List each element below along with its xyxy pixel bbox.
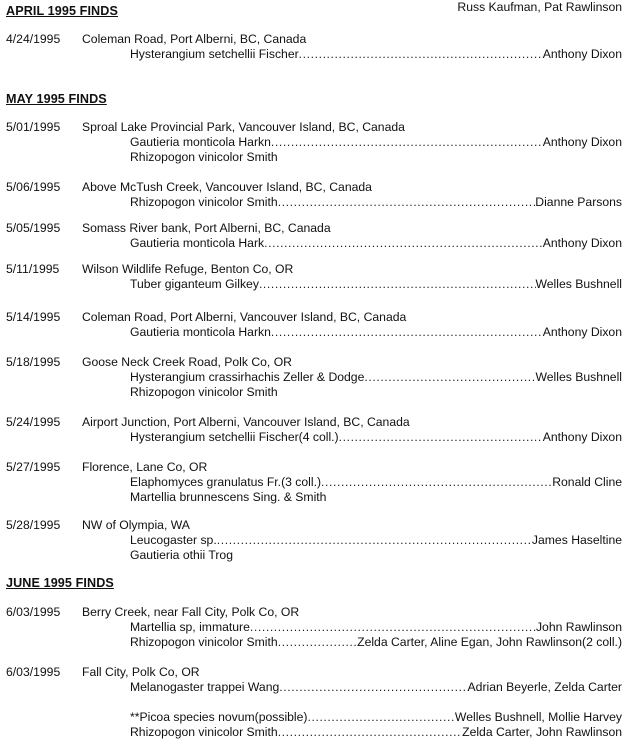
species-name: Gautieria othii Trog	[130, 548, 233, 562]
finder-name: Anthony Dixon	[542, 236, 622, 250]
finder-name: Anthony Dixon	[542, 325, 622, 339]
entry-date: 5/18/1995	[6, 355, 61, 369]
finder-name: Anthony Dixon	[542, 47, 622, 61]
find-row	[130, 490, 326, 505]
entry-date: 5/05/1995	[6, 221, 61, 235]
species-name: Hysterangium crassirhachis Zeller & Dodge	[130, 370, 365, 384]
entry-date: 5/01/1995	[6, 120, 61, 134]
dot-leader	[307, 710, 454, 725]
species-name: Leucogaster sp.	[130, 533, 217, 547]
entry-location: Somass River bank, Port Alberni, BC, Canada	[82, 221, 331, 235]
find-row	[130, 710, 622, 725]
find-row	[130, 47, 622, 62]
dot-leader	[217, 533, 532, 548]
entry-location: Berry Creek, near Fall City, Polk Co, OR	[82, 605, 300, 619]
species-name: Elaphomyces granulatus Fr.(3 coll.)	[130, 475, 322, 489]
finder-name: Anthony Dixon	[542, 135, 622, 149]
species-name: Rhizopogon vinicolor Smith	[130, 195, 278, 209]
find-row	[130, 385, 278, 400]
finder-name: Dianne Parsons	[535, 195, 622, 209]
species-name: Gautieria monticola Harkn	[130, 135, 271, 149]
dot-leader	[321, 475, 552, 490]
entry-location: Goose Neck Creek Road, Polk Co, OR	[82, 355, 292, 369]
species-name: Rhizopogon vinicolor Smith	[130, 150, 278, 164]
find-row	[130, 430, 622, 445]
dot-leader	[264, 236, 543, 251]
finder-name: Zelda Carter, John Rawlinson	[462, 725, 622, 739]
find-row	[130, 680, 622, 695]
species-name: Martellia brunnescens Sing. & Smith	[130, 490, 327, 504]
find-row	[130, 475, 622, 490]
finder-name: Welles Bushnell, Mollie Harvey	[454, 710, 622, 724]
finder-name: Adrian Beyerle, Zelda Carter	[467, 680, 622, 694]
species-name: Gautieria monticola Harkn	[130, 325, 271, 339]
dot-leader	[279, 680, 467, 695]
dot-leader	[278, 195, 536, 210]
section-heading: MAY 1995 FINDS	[6, 92, 107, 106]
find-row	[130, 236, 622, 251]
find-row	[130, 548, 233, 563]
dot-leader	[364, 370, 535, 385]
finder-name: James Haseltine	[531, 533, 622, 547]
section-heading: JUNE 1995 FINDS	[6, 576, 114, 590]
finder-name: John Rawlinson	[535, 620, 622, 634]
finder-name: Welles Bushnell	[535, 277, 622, 291]
dot-leader	[299, 47, 543, 62]
species-name: Rhizopogon vinicolor Smith	[130, 385, 278, 399]
find-row	[130, 195, 622, 210]
entry-location: Sproal Lake Provincial Park, Vancouver Island, BC, Canada	[82, 120, 405, 134]
finder-name: Zelda Carter, Aline Egan, John Rawlinson(2 coll.)	[357, 635, 622, 649]
entry-location: NW of Olympia, WA	[82, 518, 190, 532]
entry-date: 5/11/1995	[6, 262, 60, 276]
entry-date: 5/06/1995	[6, 180, 61, 194]
species-name: Martellia sp, immature	[130, 620, 250, 634]
species-name: Tuber giganteum Gilkey	[130, 277, 259, 291]
find-row	[130, 533, 622, 548]
entry-date: 5/24/1995	[6, 415, 61, 429]
entry-location: Florence, Lane Co, OR	[82, 460, 208, 474]
species-name: Hysterangium setchellii Fischer(4 coll.)	[130, 430, 339, 444]
finder-name: Anthony Dixon	[542, 430, 622, 444]
species-name: Rhizopogon vinicolor Smith	[130, 635, 278, 649]
find-row	[130, 635, 622, 650]
entry-date: 5/28/1995	[6, 518, 61, 532]
entry-date: 4/24/1995	[6, 32, 61, 46]
dot-leader	[271, 325, 543, 340]
find-row	[130, 135, 622, 150]
find-row	[130, 620, 622, 635]
find-row	[130, 325, 622, 340]
dot-leader	[250, 620, 536, 635]
dot-leader	[339, 430, 543, 445]
entry-location: Wilson Wildlife Refuge, Benton Co, OR	[82, 262, 294, 276]
find-row	[130, 725, 622, 740]
entry-location: Coleman Road, Port Alberni, BC, Canada	[82, 32, 307, 46]
entry-date: 6/03/1995	[6, 605, 61, 619]
finder-name: Ronald Cline	[552, 475, 622, 489]
find-row	[130, 277, 622, 292]
entry-location: Above McTush Creek, Vancouver Island, BC, Canada	[82, 180, 372, 194]
entry-location: Coleman Road, Port Alberni, Vancouver Island, BC, Canada	[82, 310, 407, 324]
find-row	[130, 370, 622, 385]
dot-leader	[278, 635, 357, 650]
entry-date: 6/03/1995	[6, 665, 61, 679]
dot-leader	[259, 277, 536, 292]
species-name: Gautieria monticola Hark	[130, 236, 265, 250]
finder-name: Welles Bushnell	[535, 370, 622, 384]
species-name: Rhizopogon vinicolor Smith	[130, 725, 278, 739]
entry-location: Airport Junction, Port Alberni, Vancouver Island, BC, Canada	[82, 415, 410, 429]
dot-leader	[278, 725, 462, 740]
entry-location: Fall City, Polk Co, OR	[82, 665, 200, 679]
entry-date: 5/27/1995	[6, 460, 61, 474]
species-name: Hysterangium setchellii Fischer	[130, 47, 299, 61]
species-name: **Picoa species novum(possible)	[130, 710, 308, 724]
entry-date: 5/14/1995	[6, 310, 61, 324]
dot-leader	[271, 135, 543, 150]
species-name: Melanogaster trappei Wang	[130, 680, 280, 694]
find-row	[130, 150, 278, 165]
finder-name-continued: Russ Kaufman, Pat Rawlinson	[457, 0, 622, 14]
section-heading: APRIL 1995 FINDS	[6, 4, 118, 18]
